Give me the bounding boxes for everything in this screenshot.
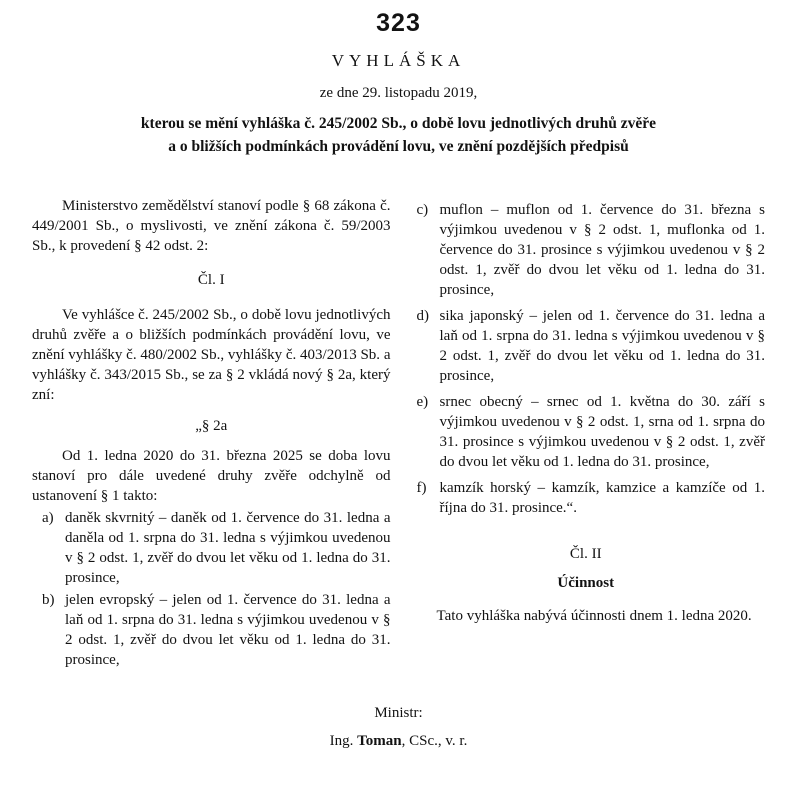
intro-paragraph: Ministerstvo zemědělství stanoví podle § 68 zákona č. 449/2001 Sb., o myslivosti, ve znění zákona č. 59/2003 Sb., k provedení § 42 odst. 2: (32, 198, 391, 254)
section-2a-intro: Od 1. ledna 2020 do 31. března 2025 se doba lovu stanoví pro dále uvedené druhy zvěře odchylně od ustanovení § 1 takto: (32, 448, 391, 504)
list-item-text: kamzík horský – kamzík, kamzice a kamzíče od 1. října do 31. prosince.“. (439, 480, 765, 516)
date-line: ze dne 29. listopadu 2019, (319, 85, 478, 101)
list-item-text: jelen evropský – jelen od 1. července do 31. ledna a laň od 1. srpna do 31. ledna s výjimkou uvedenou v § 2 odst. 1, zvěř do dvou let věku od 1. ledna do 31. prosince, (65, 592, 391, 668)
article-2-heading: Čl. II (569, 546, 602, 562)
list-item-c (407, 200, 766, 300)
list-item-text: srnec obecný – srnec od 1. května do 30. září s výjimkou uvedenou v § 2 odst. 1, srna od 1. srpna do 31. prosince s výjimkou uvedenou v § 2 odst. 1, zvěř do dvou let věku od 1. ledna do 31. prosince, (439, 394, 765, 470)
signature-line (32, 731, 765, 751)
right-column (407, 196, 766, 670)
list-item-d (407, 306, 766, 386)
page-number: 323 (376, 9, 421, 37)
list-item-label: d) (416, 308, 429, 324)
list-item-a (32, 508, 391, 588)
document-header (32, 10, 765, 158)
two-column-body (32, 196, 765, 670)
effectiveness-paragraph: Tato vyhláška nabývá účinnosti dnem 1. ledna 2020. (436, 608, 752, 624)
left-column (32, 196, 391, 670)
list-item-label: b) (42, 592, 55, 608)
list-item-label: e) (416, 394, 429, 410)
list-item-label: c) (416, 202, 429, 218)
section-2a-heading: „§ 2a (195, 418, 228, 434)
article-1-heading: Čl. I (197, 272, 225, 288)
subtitle-line-2: a o bližších podmínkách provádění lovu, ve znění pozdějších předpisů (168, 138, 629, 155)
signature-block (32, 703, 765, 751)
document-title: VYHLÁŠKA (331, 51, 466, 70)
signature-prefix: Ing. (329, 733, 358, 749)
signature-suffix: , CSc., v. r. (401, 733, 468, 749)
subtitle-line-1: kterou se mění vyhláška č. 245/2002 Sb., o době lovu jednotlivých druhů zvěře (140, 115, 657, 132)
minister-label: Ministr: (374, 705, 423, 721)
list-item-label: f) (416, 480, 427, 496)
list-item-label: a) (42, 510, 54, 526)
list-item-text: sika japonský – jelen od 1. července do 31. ledna a laň od 1. srpna do 31. ledna s výjimkou uvedenou v § 2 odst. 1, zvěř do dvou let věku od 1. ledna do 31. prosince, (439, 308, 765, 384)
list-item-b (32, 590, 391, 670)
list-item-f (407, 478, 766, 518)
article-1-paragraph: Ve vyhlášce č. 245/2002 Sb., o době lovu jednotlivých druhů zvěře a o bližších podmínkách provádění lovu, ve znění vyhlášky č. 480/2002 Sb., vyhlášky č. 403/2013 Sb. a vyhlášky č. 343/2015 Sb., se za § 2 vkládá nový § 2a, který zní: (32, 307, 391, 403)
signature-name: Toman (357, 733, 402, 749)
article-2-title: Účinnost (557, 575, 615, 591)
list-item-e (407, 392, 766, 472)
list-item-text: daněk skvrnitý – daněk od 1. července do 31. ledna a daněla od 1. srpna do 31. ledna s výjimkou uvedenou v § 2 odst. 1, zvěř do dvou let věku od 1. ledna do 31. prosince, (65, 510, 391, 586)
document-subtitle (32, 112, 765, 158)
list-item-text: muflon – muflon od 1. července do 31. března s výjimkou uvedenou v § 2 odst. 1, muflonka od 1. července do 31. prosince s výjimkou uvedenou v § 2 odst. 1, zvěř do dvou let věku od 1. ledna do 31. prosince, (439, 202, 765, 298)
